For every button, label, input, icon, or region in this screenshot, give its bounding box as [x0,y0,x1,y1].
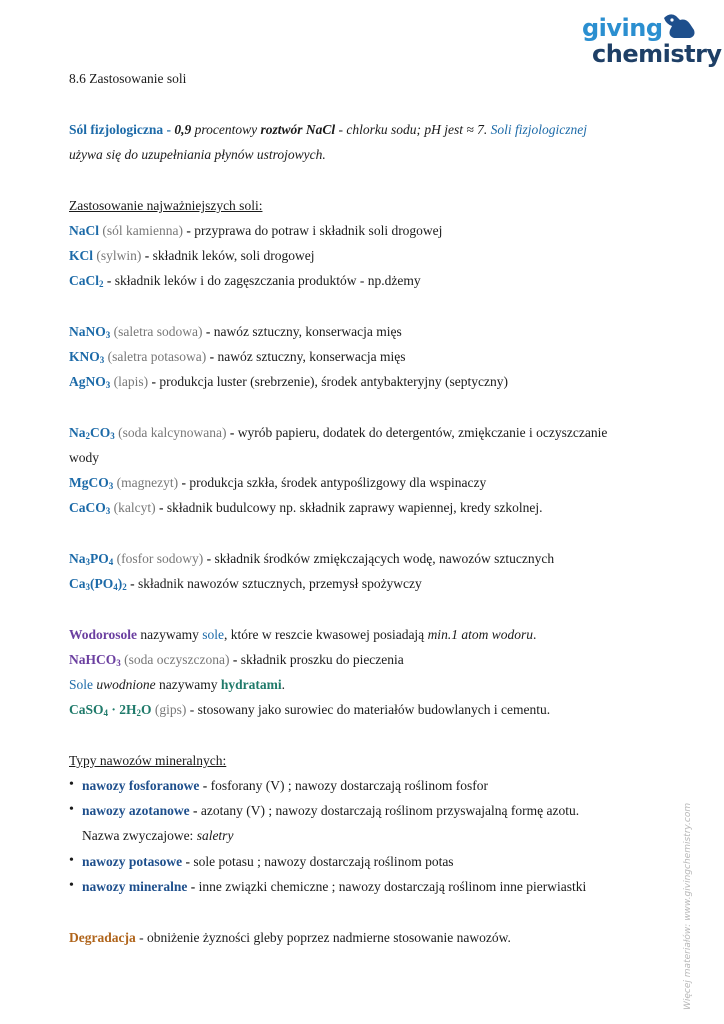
desc-cacl2: składnik leków i do zagęszczania produktów - np.dżemy [114,273,421,288]
nawozy-dash-4: - [187,879,199,894]
name-kcl: (sylwin) [93,248,142,263]
desc-nacl: przyprawa do potraw i składnik soli drogowej [194,223,443,238]
logo-word-giving: giving [582,14,663,42]
formula-na2co3-a: Na [69,425,86,440]
salt-agno3 [69,373,508,391]
name-na2co3: (soda kalcynowana) [114,425,227,440]
bullet-2: • [69,802,74,817]
formula-kcl: KCl [69,248,94,263]
formula-na2co3-sub2: 3 [110,431,115,441]
formula-cacl2-a: CaCl [69,273,99,288]
dash-cacl2: - [103,273,115,288]
nawozy-term-2: nawozy azotanowe [82,803,190,818]
name-nano3: (saletra sodowa) [110,324,203,339]
nawozy-term-1: nawozy fosforanowe [82,778,200,793]
fizjo-dash: - [163,122,175,137]
dash-na3po4: - [203,551,215,566]
wodorosole-t3: . [532,627,537,642]
salt-nacl [69,222,442,240]
formula-caco3 [69,500,110,515]
formula-na2co3-b: CO [90,425,111,440]
dash-kcl: - [141,248,153,263]
side-watermark-text: Więcej materiałów: www.givingchemistry.com [683,802,693,1010]
formula-ca3po42-sub1: 3 [85,582,90,592]
degradacja-term: Degradacja [69,930,136,945]
formula-nahco3-a: NaHCO [69,652,117,667]
nawozy-term-4: nawozy mineralne [82,879,188,894]
formula-caso4-c: O [141,702,152,717]
formula-ca3po42-sub2: 4 [113,582,118,592]
formula-na3po4-sub2: 4 [108,557,114,567]
desc-na2co3: wyrób papieru, dodatek do detergentów, zmiękczanie i oczyszczanie [237,425,608,440]
formula-ca3po42-sub3: 2 [122,582,127,592]
flask-bird-icon [660,12,700,44]
hydraty-definition [69,676,285,694]
formula-caso4-b: · 2H [108,702,137,717]
dash-agno3: - [148,374,160,389]
nawozy-dash-1: - [199,778,211,793]
salt-mgco3 [69,474,486,492]
salt-nano3 [69,323,402,341]
wodorosole-t2: , które w reszcie kwasowej posiadają [224,627,428,642]
desc-mgco3: produkcja szkła, środek antypoślizgowy dla wspinaczy [189,475,487,490]
desc-agno3: produkcja luster (srebrzenie), środek antybakteryjny (septyczny) [159,374,508,389]
nawozy-item-1 [82,777,488,795]
najwazniejsze-heading: Zastosowanie najważniejszych soli: [69,198,263,213]
nawozy-term-3: nawozy potasowe [82,854,183,869]
name-na3po4: (fosfor sodowy) [113,551,204,566]
dash-caso4: - [186,702,198,717]
formula-nahco3-sub: 3 [116,658,121,668]
wodorosole-definition [69,626,536,644]
nawozy-item-2 [82,802,579,820]
salt-na3po4 [69,550,554,568]
fizjo-t2: - chlorku sodu; pH jest ≈ 7. [335,122,491,137]
formula-kno3-a: KNO [69,349,100,364]
formula-agno3 [69,374,110,389]
nawozy-heading: Typy nawozów mineralnych: [69,753,227,768]
formula-mgco3 [69,475,113,490]
formula-cacl2 [69,273,104,288]
dash-nahco3: - [229,652,241,667]
nawozy-item-3 [82,853,454,871]
section-title: 8.6 Zastosowanie soli [69,71,187,86]
name-kno3: (saletra potasowa) [104,349,207,364]
formula-na3po4 [69,551,113,566]
wodorosole-t1: nazywamy [137,627,203,642]
formula-kno3-sub: 3 [99,355,105,365]
formula-caso4-sub2: 2 [136,708,142,718]
formula-agno3-a: AgNO [69,374,106,389]
degradacja-definition [69,929,511,947]
hydraty-uwodnione: uwodnione [93,677,156,692]
degradacja-desc: - obniżenie żyzności gleby poprzez nadmierne stosowanie nawozów. [135,930,511,945]
desc-nano3: nawóz sztuczny, konserwacja mięs [213,324,402,339]
nawozy-desc-1: fosforany (V) ; nawozy dostarczają roślinom fosfor [210,778,489,793]
formula-ca3po42-b: (PO [90,576,114,591]
name-caco3: (kalcyt) [110,500,156,515]
salt-kcl [69,247,315,265]
formula-nano3-sub: 3 [105,330,111,340]
wodorosole-min: min.1 atom wodoru [427,627,533,642]
bullet-1: • [69,777,74,792]
formula-agno3-sub: 3 [105,380,111,390]
logo-word-chemistry: chemistry [592,40,722,68]
wodorosole-sole: sole [202,627,224,642]
nawozy-desc-4: inne związki chemiczne ; nawozy dostarczają roślinom inne pierwiastki [198,879,587,894]
name-agno3: (lapis) [110,374,149,389]
formula-nacl: NaCl [69,223,99,238]
zwyczajowe-value: saletry [196,828,234,843]
hydraty-term: hydratami [220,677,282,692]
formula-na2co3 [69,425,115,440]
nawozy-desc-2: azotany (V) ; nawozy dostarczają roślinom przyswajalną formę azotu. [200,803,580,818]
salt-kno3 [69,348,406,366]
salt-nahco3 [69,651,404,669]
salt-caso4 [69,701,550,719]
bullet-3: • [69,853,74,868]
fizjo-roztwor: roztwór NaCl [260,122,336,137]
formula-mgco3-sub: 3 [108,481,114,491]
formula-caso4-sub1: 4 [103,708,109,718]
dash-ca3po42: - [126,576,138,591]
fizjo-line-1 [69,121,587,139]
formula-na3po4-sub1: 3 [85,557,90,567]
fizjo-t1: procentowy [191,122,261,137]
hydraty-t1: nazywamy [155,677,221,692]
nawozy-dash-3: - [182,854,194,869]
formula-na2co3-sub1: 2 [85,431,90,441]
dash-kno3: - [206,349,218,364]
name-mgco3: (magnezyt) [113,475,179,490]
name-caso4: (gips) [151,702,187,717]
formula-ca3po42-a: Ca [69,576,86,591]
desc-kcl: składnik leków, soli drogowej [152,248,315,263]
formula-caco3-a: CaCO [69,500,106,515]
name-nahco3: (soda oczyszczona) [120,652,230,667]
nawozy-item-4 [82,878,586,896]
nawozy-desc-3: sole potasu ; nawozy dostarczają roślinom potas [193,854,454,869]
name-nacl: (sól kamienna) [99,223,183,238]
dash-nano3: - [202,324,214,339]
formula-ca3po42 [69,576,127,591]
dash-mgco3: - [178,475,190,490]
dash-nacl: - [182,223,195,238]
salt-ca3po42 [69,575,422,593]
bullet-4: • [69,878,74,893]
formula-kno3 [69,349,104,364]
formula-caso4-a: CaSO [69,702,104,717]
nawozy-dash-2: - [189,803,201,818]
nawozy-zwyczajowe [82,827,233,845]
desc-kno3: nawóz sztuczny, konserwacja mięs [217,349,406,364]
desc-ca3po42: składnik nawozów sztucznych, przemysł spożywczy [138,576,422,591]
formula-caso4 [69,702,152,717]
salt-na2co3 [69,424,607,442]
wodorosole-term: Wodorosole [69,627,138,642]
dash-caco3: - [155,500,167,515]
salt-na2co3-cont: wody [69,450,99,465]
fizjo-conc: 0,9 [174,122,192,137]
salt-cacl2 [69,272,421,290]
formula-nano3-a: NaNO [69,324,106,339]
formula-nahco3 [69,652,121,667]
formula-cacl2-sub: 2 [99,279,104,289]
desc-caco3: składnik budulcowy np. składnik zaprawy wapiennej, kredy szkolnej. [166,500,543,515]
zwyczajowe-label: Nazwa zwyczajowe: [82,828,197,843]
formula-na3po4-b: PO [90,551,109,566]
formula-na3po4-a: Na [69,551,86,566]
dash-na2co3: - [226,425,238,440]
fizjo-term: Sól fizjologiczna [69,122,164,137]
formula-ca3po42-c: ) [117,576,123,591]
hydraty-t2: . [281,677,285,692]
desc-na3po4: składnik środków zmiękczających wodę, nawozów sztucznych [214,551,555,566]
formula-nano3 [69,324,110,339]
salt-caco3 [69,499,543,517]
formula-mgco3-a: MgCO [69,475,109,490]
giving-chemistry-logo [578,12,722,72]
fizjo-line-2: używa się do uzupełniania płynów ustrojowych. [69,147,326,162]
desc-caso4: stosowany jako surowiec do materiałów budowlanych i cementu. [197,702,551,717]
fizjo-ref: Soli fizjologicznej [490,122,588,137]
hydraty-sole: Sole [69,677,94,692]
desc-nahco3: składnik proszku do pieczenia [240,652,404,667]
formula-caco3-sub: 3 [105,506,111,516]
